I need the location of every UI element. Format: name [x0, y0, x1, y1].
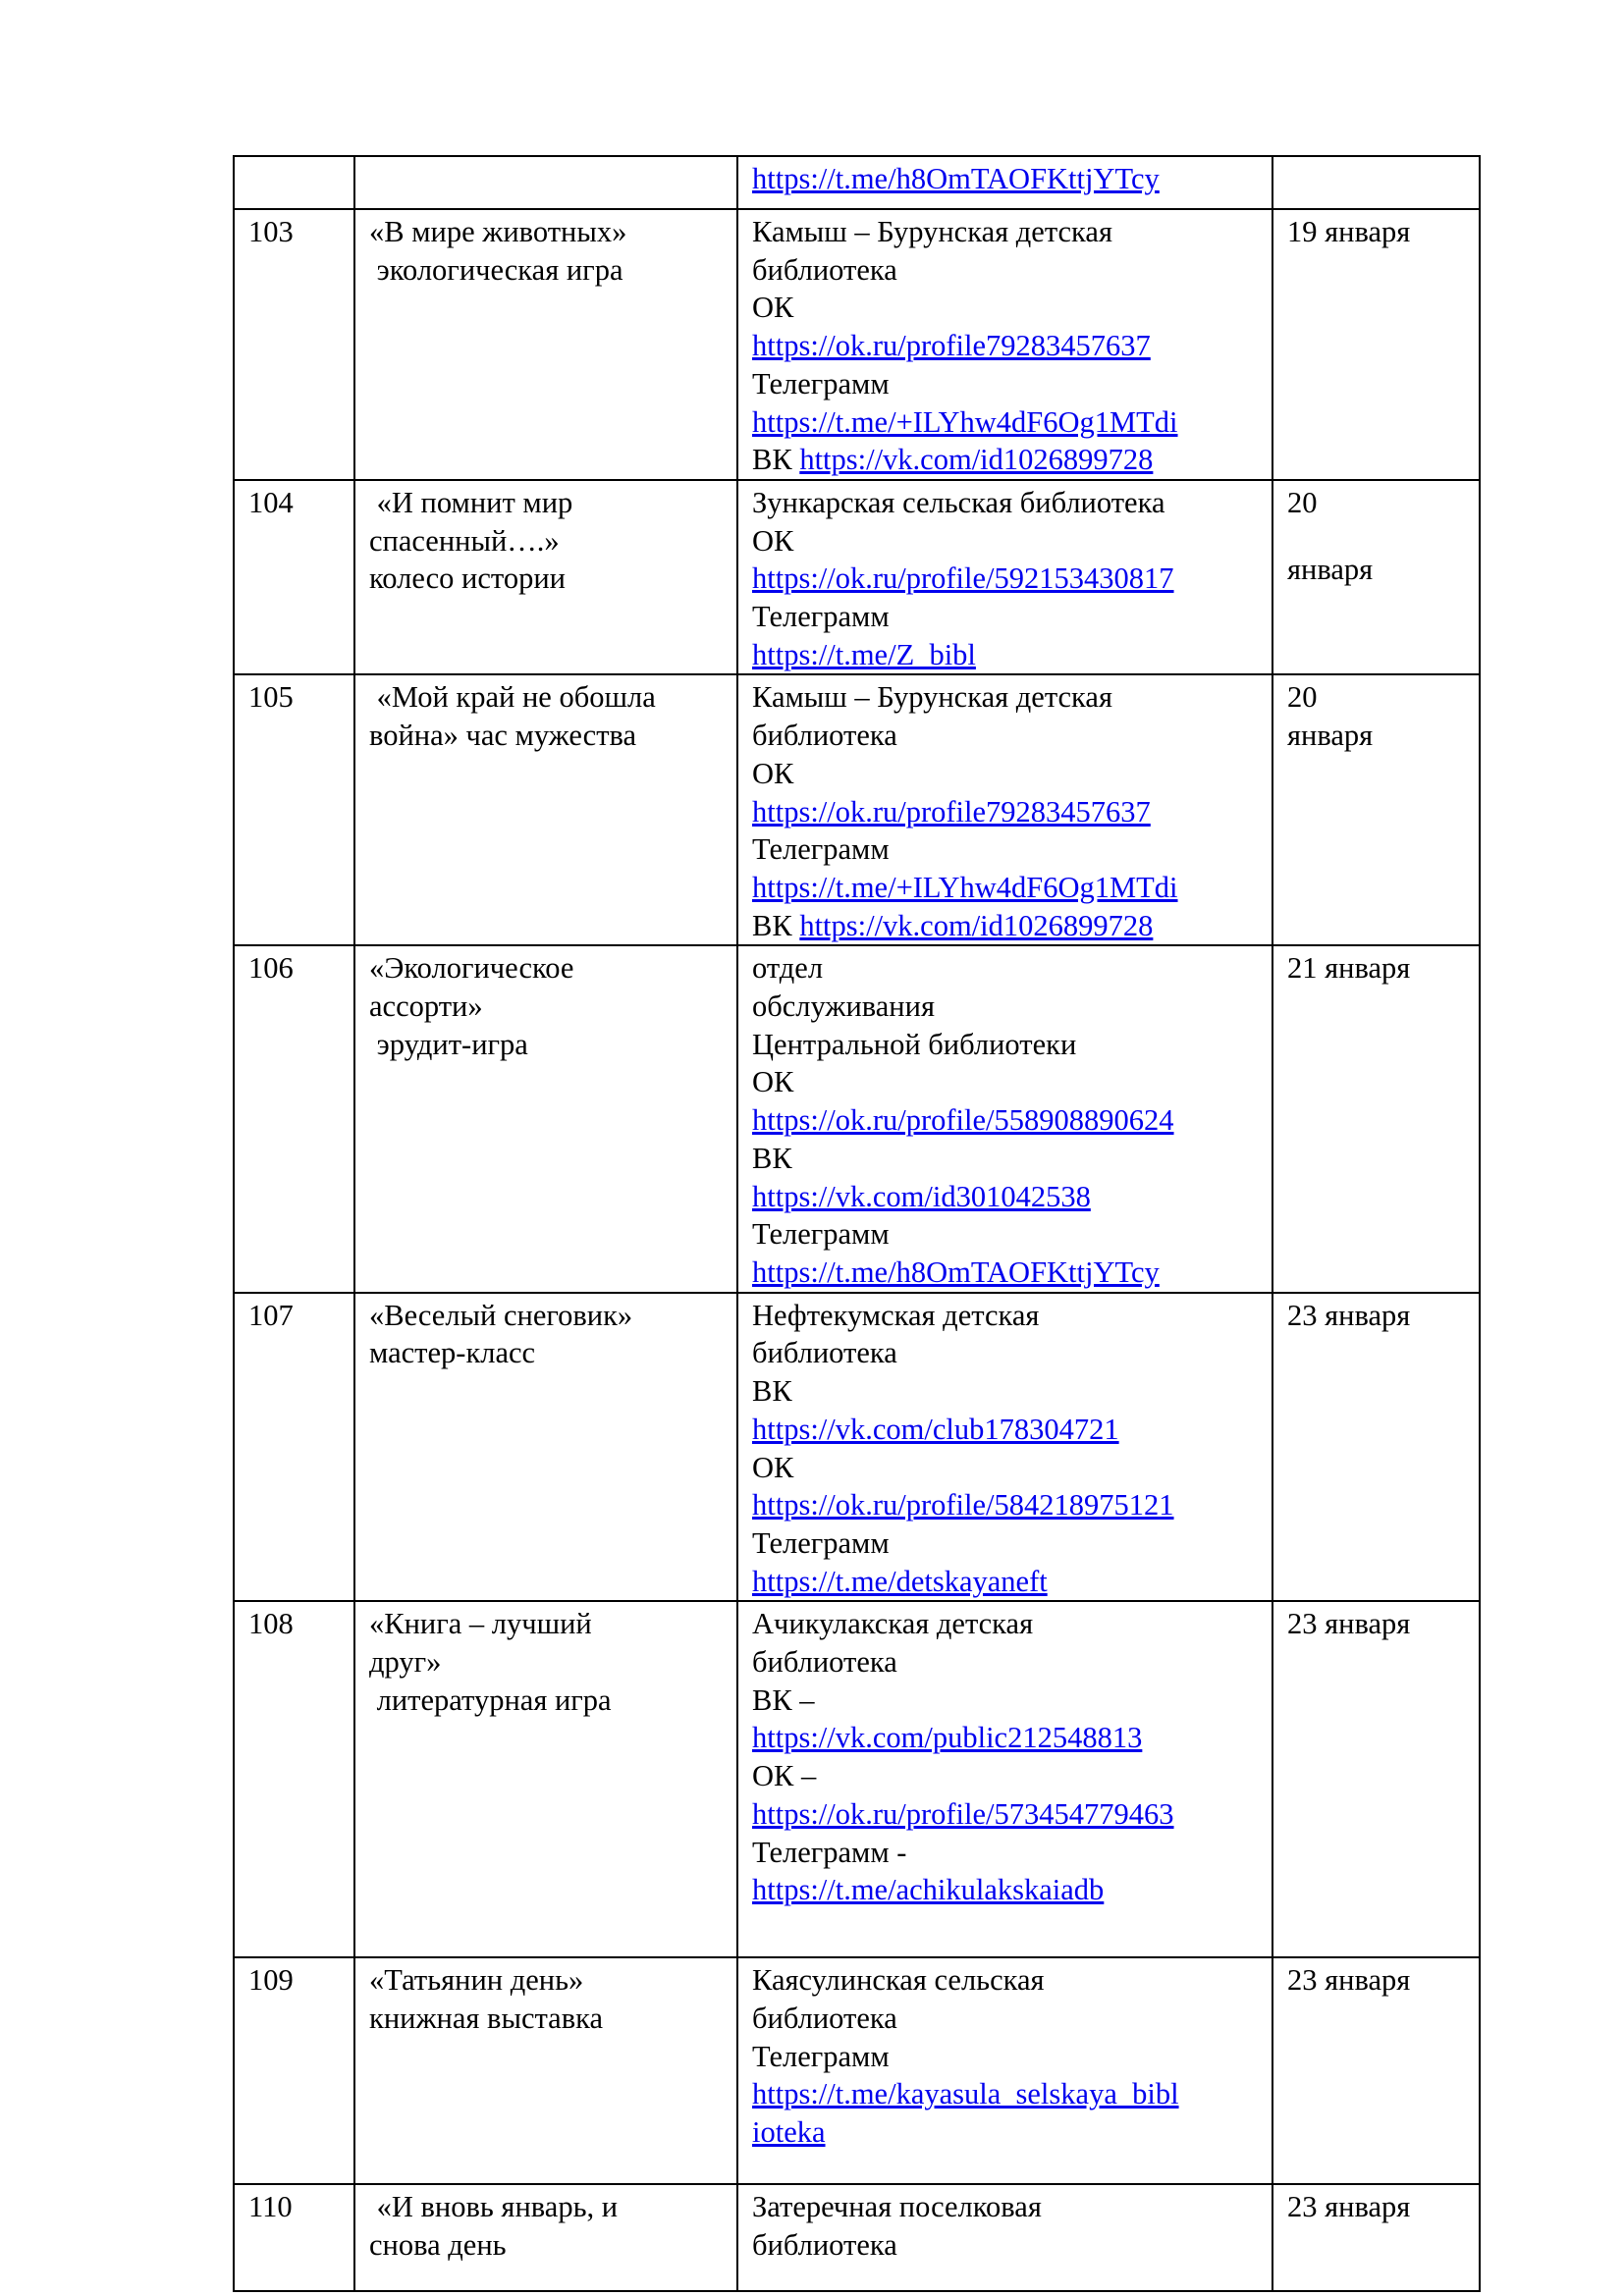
event-title-cell: [354, 674, 737, 945]
row-number: 103: [248, 215, 294, 248]
event-title-line: ассорти»: [369, 989, 483, 1024]
venue-link-line: [752, 636, 1260, 674]
venue-link-line: [752, 1563, 1260, 1601]
event-title-line: эрудит-игра: [369, 1027, 528, 1061]
venue-text: библиотека: [752, 2228, 897, 2263]
venue-text: библиотека: [752, 252, 897, 287]
event-title-line: «Книга – лучший: [369, 1607, 592, 1641]
venue-link-line: [752, 793, 1260, 831]
venue-text: Затеречная поселковая: [752, 2190, 1042, 2224]
table-row: [234, 1293, 1480, 1602]
venue-text: Телеграмм -: [752, 1835, 907, 1869]
event-date: 21 января: [1287, 951, 1411, 986]
venue-link[interactable]: https://t.me/detskayaneft: [752, 1564, 1048, 1598]
venue-link-prefix: ВК: [752, 908, 800, 942]
venue-link[interactable]: https://vk.com/public212548813: [752, 1721, 1143, 1755]
venue-text: Ачикулакская детская: [752, 1607, 1034, 1641]
event-title-line: снова день: [369, 2228, 507, 2263]
venue-text: ОК –: [752, 1759, 817, 1793]
events-table-body: [234, 156, 1480, 2291]
venue-link[interactable]: https://t.me/+ILYhw4dF6Og1MTdi: [752, 404, 1178, 439]
table-row: [234, 1601, 1480, 1957]
venue-text: ОК: [752, 1450, 794, 1484]
event-title-line: «Экологическое: [369, 951, 574, 986]
venue-link-prefix: ВК: [752, 443, 800, 477]
event-date-cell: [1272, 1601, 1480, 1957]
event-date-cell: [1272, 1957, 1480, 2184]
event-date: 23 января: [1287, 2190, 1411, 2224]
venue-link[interactable]: ioteka: [752, 2115, 826, 2150]
event-date-cell: [1272, 1293, 1480, 1602]
venue-text: Камыш – Бурунская детская: [752, 215, 1112, 248]
venue-text: Телеграмм: [752, 1525, 890, 1560]
row-number: 104: [248, 485, 294, 519]
event-title-line: книжная выставка: [369, 2002, 604, 2036]
venue-link-line: [752, 1411, 1260, 1449]
event-title-cell: [354, 156, 737, 209]
venue-link-line: [752, 160, 1260, 198]
event-title-cell: [354, 209, 737, 480]
venue-link-line: [752, 441, 1260, 479]
venue-link-line: [752, 1101, 1260, 1140]
venue-link-line: [752, 1795, 1260, 1834]
row-number: 107: [248, 1298, 294, 1332]
date-spacer: [1287, 522, 1467, 551]
venue-link[interactable]: https://t.me/kayasula_selskaya_bibl: [752, 2077, 1179, 2111]
row-number: 108: [248, 1607, 294, 1641]
venue-text: Телеграмм: [752, 600, 890, 634]
venue-text: Телеграмм: [752, 2039, 890, 2073]
events-table: [233, 155, 1481, 2292]
venue-link[interactable]: https://vk.com/club178304721: [752, 1412, 1119, 1446]
venue-text: ОК: [752, 523, 794, 558]
venue-link[interactable]: https://vk.com/id301042538: [752, 1179, 1091, 1213]
venue-cell: [737, 1293, 1272, 1602]
venue-text: отдел: [752, 951, 824, 986]
venue-link-line: [752, 327, 1260, 365]
event-title-cell: [354, 1601, 737, 1957]
venue-text: ОК: [752, 756, 794, 790]
event-date-cell: [1272, 480, 1480, 675]
event-title-line: «Татьянин день»: [369, 1963, 584, 1998]
venue-text: Камыш – Бурунская детская: [752, 680, 1112, 715]
event-date: 20: [1287, 485, 1318, 519]
venue-link[interactable]: https://t.me/Z_bibl: [752, 637, 976, 671]
row-number-cell: [234, 209, 354, 480]
venue-link[interactable]: https://vk.com/id1026899728: [799, 443, 1154, 477]
event-title-line: экологическая игра: [369, 252, 623, 287]
table-row: [234, 209, 1480, 480]
venue-text: Нефтекумская детская: [752, 1298, 1040, 1332]
venue-text: Телеграмм: [752, 832, 890, 867]
event-date: 20: [1287, 680, 1318, 715]
table-row: [234, 2184, 1480, 2291]
venue-link-line: [752, 403, 1260, 442]
row-number-cell: [234, 1293, 354, 1602]
row-number: 106: [248, 951, 294, 986]
venue-cell: [737, 1601, 1272, 1957]
venue-text: Телеграмм: [752, 1217, 890, 1252]
venue-link-line: [752, 2113, 1260, 2152]
event-title-cell: [354, 945, 737, 1292]
venue-link-line: [752, 907, 1260, 945]
venue-link[interactable]: https://t.me/h8OmTAOFKttjYTcy: [752, 1255, 1160, 1289]
venue-cell: [737, 674, 1272, 945]
row-number-cell: [234, 1957, 354, 2184]
venue-link[interactable]: https://t.me/+ILYhw4dF6Og1MTdi: [752, 870, 1178, 904]
event-date: 23 января: [1287, 1963, 1411, 1998]
venue-link[interactable]: https://ok.ru/profile/584218975121: [752, 1488, 1174, 1522]
event-title-cell: [354, 480, 737, 675]
row-number-cell: [234, 2184, 354, 2291]
event-title-line: колесо истории: [369, 561, 566, 596]
venue-link-line: [752, 869, 1260, 907]
venue-cell: [737, 945, 1272, 1292]
table-row: [234, 1957, 1480, 2184]
row-number: 110: [248, 2190, 293, 2224]
venue-text: ОК: [752, 291, 794, 325]
row-number: 109: [248, 1963, 294, 1998]
event-title-cell: [354, 1293, 737, 1602]
event-title-line: «В мире животных»: [369, 215, 627, 248]
table-row: [234, 156, 1480, 209]
event-title-cell: [354, 1957, 737, 2184]
event-title-line: литературная игра: [369, 1682, 612, 1717]
event-title-line: мастер-класс: [369, 1336, 536, 1370]
venue-cell: [737, 156, 1272, 209]
row-number-cell: [234, 156, 354, 209]
venue-cell: [737, 480, 1272, 675]
event-date: 19 января: [1287, 215, 1411, 248]
row-number-cell: [234, 480, 354, 675]
venue-link-line: [752, 1178, 1260, 1216]
event-date-cell: [1272, 209, 1480, 480]
table-row: [234, 674, 1480, 945]
event-title-line: «Веселый снеговик»: [369, 1298, 633, 1332]
row-number-cell: [234, 1601, 354, 1957]
table-row: [234, 480, 1480, 675]
venue-cell: [737, 2184, 1272, 2291]
event-title-line: «И помнит мир: [369, 485, 573, 519]
event-date-cell: [1272, 945, 1480, 1292]
venue-link-line: [752, 2075, 1260, 2113]
row-number: 105: [248, 680, 294, 715]
venue-text: Зункарская сельская библиотека: [752, 485, 1165, 519]
venue-link[interactable]: https://t.me/achikulakskaiadb: [752, 1873, 1105, 1907]
venue-text: Каясулинская сельская: [752, 1963, 1045, 1998]
event-date-cell: [1272, 674, 1480, 945]
venue-link[interactable]: https://ok.ru/profile/592153430817: [752, 561, 1174, 596]
venue-cell: [737, 209, 1272, 480]
venue-cell: [737, 1957, 1272, 2184]
venue-link[interactable]: https://ok.ru/profile/573454779463: [752, 1796, 1174, 1831]
venue-text: библиотека: [752, 1645, 897, 1680]
event-date-cell: [1272, 156, 1480, 209]
venue-link[interactable]: https://ok.ru/profile/558908890624: [752, 1103, 1174, 1138]
row-number-cell: [234, 674, 354, 945]
venue-text: ОК: [752, 1065, 794, 1099]
event-title-line: «Мой край не обошла: [369, 680, 656, 715]
event-title-cell: [354, 2184, 737, 2291]
venue-text: ВК –: [752, 1682, 815, 1717]
venue-link[interactable]: https://ok.ru/profile79283457637: [752, 329, 1151, 363]
event-title-line: война» час мужества: [369, 719, 637, 753]
table-row: [234, 945, 1480, 1292]
event-title-line: «И вновь январь, и: [369, 2190, 619, 2224]
venue-link[interactable]: https://vk.com/id1026899728: [799, 908, 1154, 942]
event-date: 23 января: [1287, 1607, 1411, 1641]
venue-link[interactable]: https://ok.ru/profile79283457637: [752, 794, 1151, 828]
venue-link-line: [752, 560, 1260, 598]
venue-link-line: [752, 1486, 1260, 1524]
venue-text: Центральной библиотеки: [752, 1027, 1077, 1061]
venue-link-line: [752, 1254, 1260, 1292]
venue-text: библиотека: [752, 1336, 897, 1370]
event-date: 23 января: [1287, 1298, 1411, 1332]
event-title-line: друг»: [369, 1645, 442, 1680]
venue-text: ВК: [752, 1141, 792, 1175]
event-date-cell: [1272, 2184, 1480, 2291]
venue-link[interactable]: https://t.me/h8OmTAOFKttjYTcy: [752, 162, 1160, 195]
venue-text: ВК: [752, 1374, 792, 1409]
venue-text: библиотека: [752, 2002, 897, 2036]
venue-text: обслуживания: [752, 989, 935, 1024]
event-title-line: спасенный….»: [369, 523, 560, 558]
row-number-cell: [234, 945, 354, 1292]
event-date: января: [1287, 552, 1374, 586]
venue-text: Телеграмм: [752, 366, 890, 400]
event-date: января: [1287, 719, 1374, 753]
venue-text: библиотека: [752, 719, 897, 753]
venue-link-line: [752, 1719, 1260, 1757]
venue-link-line: [752, 1871, 1260, 1909]
